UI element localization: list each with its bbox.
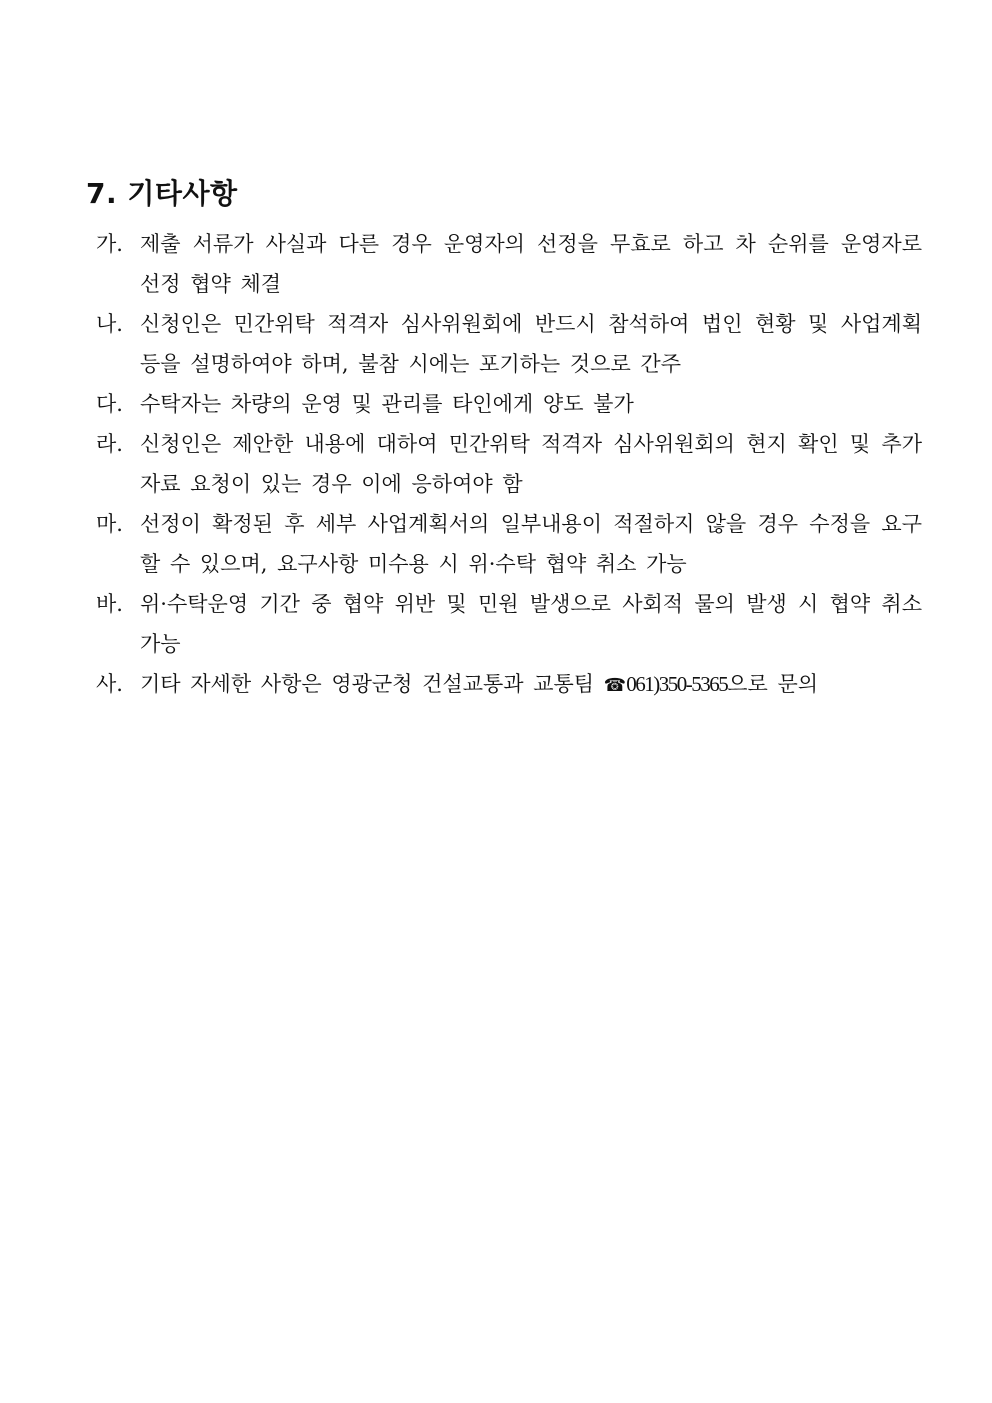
item-marker: 나. xyxy=(96,312,123,336)
list-item xyxy=(96,584,922,664)
list-item xyxy=(96,224,922,304)
notice-list xyxy=(96,224,922,706)
list-item xyxy=(96,384,922,424)
contact-item xyxy=(96,664,922,706)
contact-text-before: 기타 자세한 사항은 영광군청 건설교통과 교통팀 xyxy=(140,672,604,696)
item-marker: 라. xyxy=(96,432,123,456)
item-marker: 마. xyxy=(96,512,123,536)
item-text: 위·수탁운영 기간 중 협약 위반 및 민원 발생으로 사회적 물의 발생 시 협약 취소 가능 xyxy=(140,592,922,656)
item-text: 선정이 확정된 후 세부 사업계획서의 일부내용이 적절하지 않을 경우 수정을 요구할 수 있으며, 요구사항 미수용 시 위·수탁 협약 취소 가능 xyxy=(140,512,922,576)
list-item xyxy=(96,304,922,384)
item-marker: 다. xyxy=(96,392,123,416)
list-item xyxy=(96,504,922,584)
item-marker: 가. xyxy=(96,232,123,256)
item-text: 신청인은 제안한 내용에 대하여 민간위탁 적격자 심사위원회의 현지 확인 및 추가 자료 요청이 있는 경우 이에 응하여야 함 xyxy=(140,432,922,496)
phone-number: 061)350-5365 xyxy=(626,672,728,696)
contact-text xyxy=(140,664,922,706)
list-item xyxy=(96,424,922,504)
item-text: 제출 서류가 사실과 다른 경우 운영자의 선정을 무효로 하고 차 순위를 운영자로 선정 협약 체결 xyxy=(140,232,922,296)
section-title: 7. 기타사항 xyxy=(86,177,238,210)
phone-icon: ☎ xyxy=(603,675,627,696)
item-marker: 사. xyxy=(96,672,123,696)
contact-text-after: 으로 문의 xyxy=(727,672,819,696)
item-text: 신청인은 민간위탁 적격자 심사위원회에 반드시 참석하여 법인 현황 및 사업계획 등을 설명하여야 하며, 불참 시에는 포기하는 것으로 간주 xyxy=(140,312,922,376)
item-marker: 바. xyxy=(96,592,123,616)
item-text: 수탁자는 차량의 운영 및 관리를 타인에게 양도 불가 xyxy=(140,392,634,416)
